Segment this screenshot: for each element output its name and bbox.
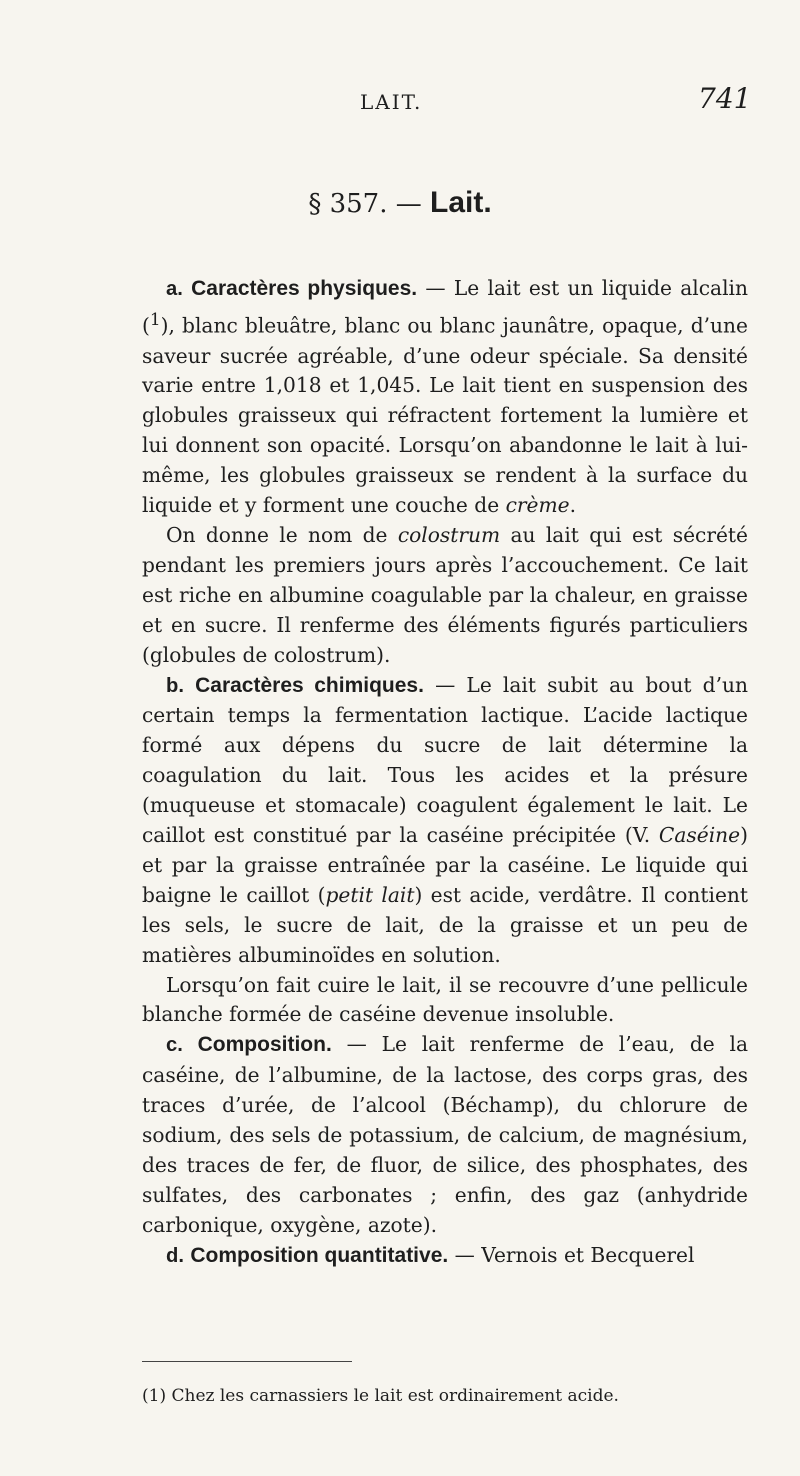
paragraph-text: .: [569, 493, 576, 518]
paragraph-chemical-properties: [142, 671, 748, 971]
subheading: Composition quantitative.: [190, 1243, 449, 1267]
footnote-reference: 1: [149, 308, 161, 329]
paragraph-text: au lait qui est sécrété pendant les premiers jours après l’accouchement. Ce lait est riche en albumine coagulable par la chaleur, en graisse et en sucre. Il renferme des éléments figurés particuliers (globules de colostrum).: [142, 522, 748, 667]
subheading: Composition.: [197, 1033, 332, 1057]
paragraph-text: — Le lait subit au bout d’un certain temps la fermentation lactique. L’acide lactique formé aux dépens du sucre de lait détermine la coagulation du lait. Tous les acides et la présure (muqueuse et stomacale) coagulent également le lait. Le caillot est constitué par la caséine précipitée (V.: [142, 672, 749, 848]
paragraph-text: ) est acide, verdâtre. Il contient les sels, le sucre de lait, de la graisse et un peu de matières albuminoïdes en solution.: [142, 882, 749, 967]
paragraph-text: ) et par la graisse entraînée par la caséine. Le liquide qui baigne le caillot (: [142, 823, 748, 907]
subheading: Caractères physiques.: [191, 277, 418, 300]
emphasis: crème: [505, 493, 570, 518]
body-text: [142, 274, 748, 1272]
section-number: § 357. —: [308, 189, 422, 219]
item-marker: c.: [166, 1034, 183, 1057]
item-marker: a.: [166, 278, 183, 300]
page-number: 741: [698, 82, 752, 115]
running-head-title: LAIT.: [360, 90, 423, 114]
paragraph-text: ), blanc bleuâtre, blanc ou blanc jaunâtre, opaque, d’une saveur sucrée agréable, d’une odeur spéciale. Sa densité varie entre 1,018 et 1,045. Le lait tient en suspension des globules graisseux qui réfractent fortement la lumière et lui donnent son opacité. Lorsqu’on abandonne le lait à lui-même, les globules graisseux se rendent à la surface du liquide et y forment une couche de: [142, 313, 748, 518]
paragraph-physical-properties: [142, 274, 748, 521]
section-heading: [0, 186, 800, 220]
item-marker: d.: [166, 1244, 184, 1267]
paragraph-text: — Le lait renferme de l’eau, de la caséine, de l’albumine, de la lactose, des corps gras, des traces d’urée, de l’alcool (Béchamp), du chlorure de sodium, des sels de potassium, de calcium, de magnésium, des traces de fer, de fluor, de silice, des phosphates, des sulfates, des carbonates ; enfin, des gaz (anhydride carbonique, oxygène, azote).: [142, 1032, 748, 1237]
paragraph-text: On donne le nom de: [166, 522, 398, 547]
emphasis: colostrum: [397, 522, 501, 547]
running-head: [0, 82, 800, 115]
footnote-marker: (1): [142, 1386, 167, 1406]
paragraph-quantitative-composition: [142, 1241, 748, 1272]
paragraph-pellicle: [142, 971, 748, 1031]
subheading: Caractères chimiques.: [195, 673, 424, 697]
paragraph-composition: [142, 1030, 748, 1240]
paragraph-text: — Vernois et Becquerel: [448, 1242, 695, 1267]
paragraph-colostrum: [142, 521, 748, 671]
item-marker: b.: [166, 674, 184, 697]
footnote-divider: [142, 1361, 352, 1362]
emphasis: Caséine: [658, 823, 741, 848]
footnote-text: Chez les carnassiers le lait est ordinairement acide.: [166, 1386, 619, 1406]
paragraph-text: — Le lait est un liquide alcalin (: [142, 276, 749, 338]
footnote: [142, 1385, 762, 1407]
paragraph-text: Lorsqu’on fait cuire le lait, il se recouvre d’une pellicule blanche formée de caséine devenue insoluble.: [142, 972, 748, 1027]
section-title: Lait.: [430, 186, 492, 219]
emphasis: petit lait: [325, 882, 415, 907]
